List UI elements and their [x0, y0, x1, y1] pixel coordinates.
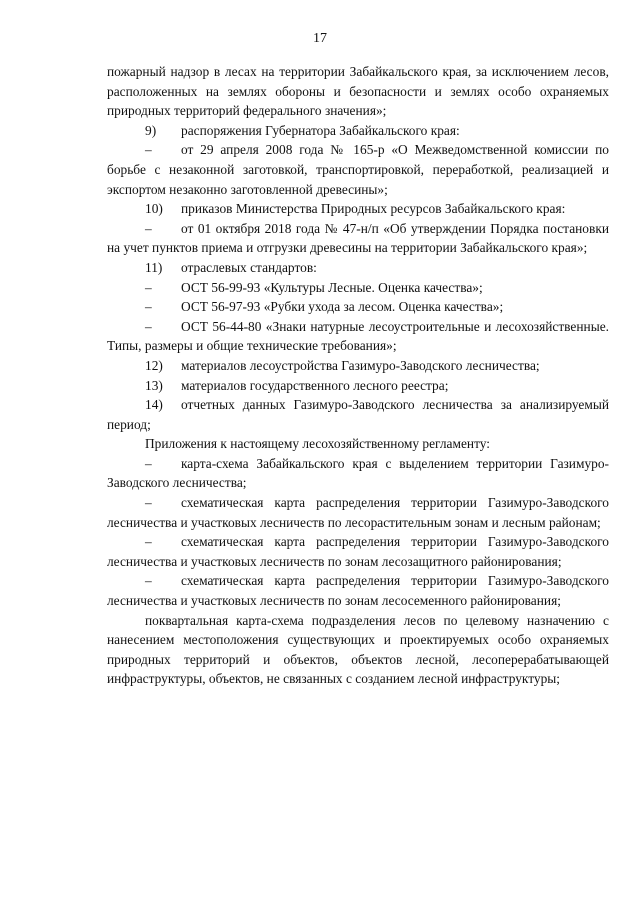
paragraph-text: Приложения к настоящему лесохозяйственному регламенту:: [145, 436, 490, 452]
paragraph-text: приказов Министерства Природных ресурсов Забайкальского края:: [181, 201, 566, 217]
list-marker: –: [145, 495, 152, 511]
list-marker: –: [145, 455, 152, 471]
list-item: [107, 297, 609, 317]
paragraph-text: ОСТ 56-44-80 «Знаки натурные лесоустроительные и лесохозяйственные. Типы, размеры и общие технические требования»;: [107, 318, 609, 354]
list-item: [107, 199, 609, 219]
document-body: [107, 62, 609, 689]
list-marker: –: [145, 318, 152, 334]
list-marker: 11): [145, 259, 163, 275]
list-marker: 13): [145, 377, 163, 393]
paragraph-text: отчетных данных Газимуро-Заводского лесничества за анализируемый период;: [107, 397, 609, 432]
list-item: [107, 571, 609, 610]
list-marker: 10): [145, 201, 163, 217]
paragraph-text: карта-схема Забайкальского края с выделением территории Газимуро-Заводского лесничества;: [107, 455, 609, 491]
list-item: [107, 219, 609, 258]
paragraph: [107, 611, 609, 689]
paragraph-text: распоряжения Губернатора Забайкальского края:: [181, 122, 460, 138]
list-item: [107, 121, 609, 141]
paragraph-text: схематическая карта распределения территории Газимуро-Заводского лесничества и участковых лесничеств по лесорастительным зонам и лесным районам;: [107, 495, 609, 530]
paragraph-text: поквартальная карта-схема подразделения лесов по целевому назначению с нанесением местоположения существующих и проектируемых особо охраняемых природных территорий и объектов, объектов лесной, лесоперерабатывающей инфраструктуры, объектов, не связанных с созданием лесной инфраструктуры;: [107, 612, 609, 687]
list-item: [107, 258, 609, 278]
list-marker: –: [145, 142, 152, 158]
paragraph-text: схематическая карта распределения территории Газимуро-Заводского лесничества и участковых лесничеств по зонам лесосеменного районирования;: [107, 573, 609, 609]
paragraph-text: ОСТ 56-97-93 «Рубки ухода за лесом. Оценка качества»;: [181, 299, 504, 315]
list-marker: –: [145, 299, 152, 315]
list-marker: 14): [145, 397, 163, 413]
page-number: 17: [313, 31, 327, 46]
paragraph-text: пожарный надзор в лесах на территории Забайкальского края, за исключением лесов, расположенных на землях обороны и безопасности и землях особо охраняемых природных территорий федерального значения»;: [107, 64, 609, 119]
paragraph-text: отраслевых стандартов:: [181, 259, 317, 275]
paragraph-text: материалов государственного лесного реестра;: [181, 377, 449, 393]
list-item: [107, 395, 609, 434]
paragraph-text: от 01 октября 2018 года № 47-н/п «Об утверждении Порядка постановки на учет пунктов приема и отгрузки древесины на территории Забайкальского края»;: [107, 220, 609, 256]
list-item: [107, 454, 609, 493]
list-item: [107, 140, 609, 199]
list-item: [107, 317, 609, 356]
paragraph-text: ОСТ 56-99-93 «Культуры Лесные. Оценка качества»;: [181, 279, 483, 295]
list-item: [107, 376, 609, 396]
paragraph: [107, 62, 609, 121]
list-item: [107, 493, 609, 532]
paragraph-text: материалов лесоустройства Газимуро-Заводского лесничества;: [181, 357, 540, 373]
list-marker: –: [145, 220, 152, 236]
list-marker: –: [145, 534, 152, 550]
list-marker: 9): [145, 122, 157, 138]
list-item: [107, 278, 609, 298]
paragraph: [107, 434, 609, 454]
list-item: [107, 532, 609, 571]
list-marker: –: [145, 279, 152, 295]
list-marker: –: [145, 573, 152, 589]
paragraph-text: от 29 апреля 2008 года № 165-р «О Межведомственной комиссии по борьбе с незаконной заготовкой, транспортировкой, переработкой, реализацией и экспортом незаконно заготовленной древесины»;: [107, 142, 609, 197]
list-marker: 12): [145, 357, 163, 373]
list-item: [107, 356, 609, 376]
paragraph-text: схематическая карта распределения территории Газимуро-Заводского лесничества и участковых лесничеств по зонам лесозащитного районирования;: [107, 534, 609, 569]
